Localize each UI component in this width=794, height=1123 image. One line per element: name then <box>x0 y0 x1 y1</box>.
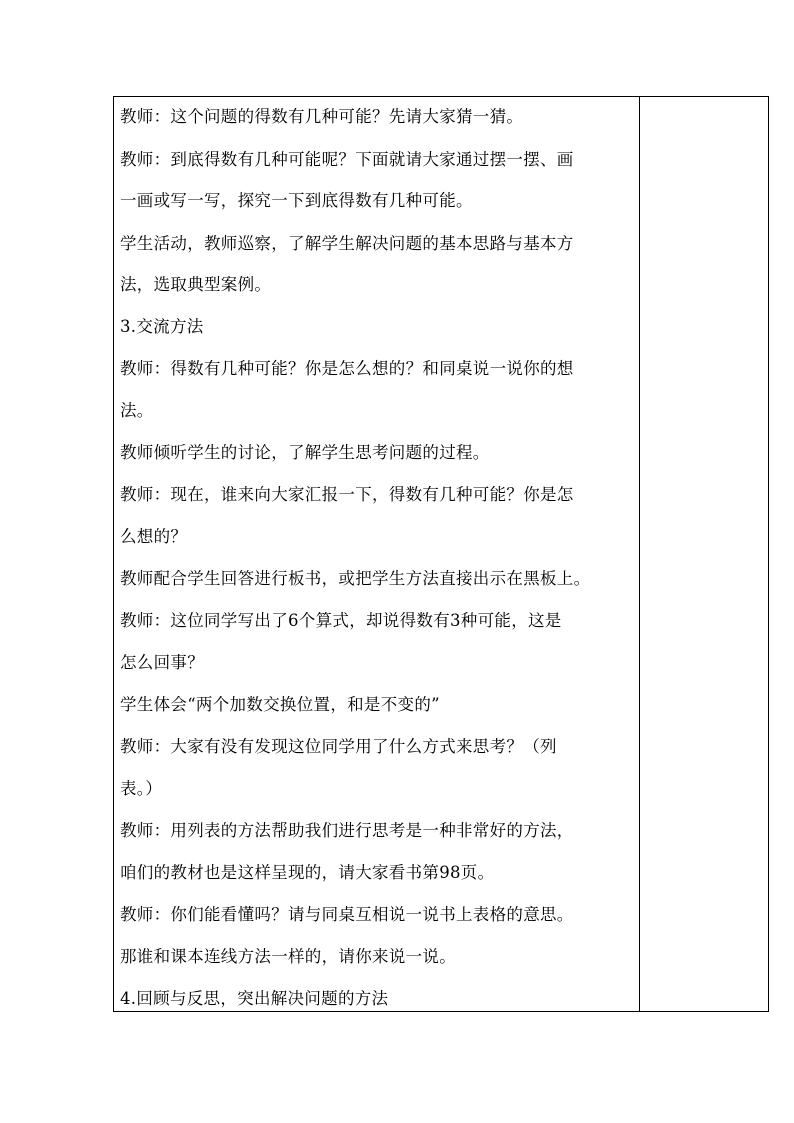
text-line: 教师配合学生回答进行板书，或把学生方法直接出示在黑板上。 <box>120 569 591 588</box>
lesson-content-cell <box>120 97 635 1011</box>
text-line: 教师：这位同学写出了6个算式，却说得数有3种可能，这是 <box>120 611 562 630</box>
section-heading: 3.交流方法 <box>120 317 204 336</box>
lesson-table <box>113 96 769 1012</box>
text-line: 表。） <box>120 779 163 798</box>
text-line: 法。 <box>120 401 154 420</box>
section-heading: 4.回顾与反思，突出解决问题的方法 <box>120 989 389 1008</box>
text-line: 学生活动，教师巡察，了解学生解决问题的基本思路与基本方 <box>120 234 574 253</box>
text-line: 教师：这个问题的得数有几种可能？先请大家猜一猜。 <box>120 107 524 126</box>
text-line: 一画或写一写，探究一下到底得数有几种可能。 <box>120 191 473 210</box>
text-line: 学生体会“两个加数交换位置，和是不变的” <box>120 695 440 714</box>
text-line: 怎么回事？ <box>120 653 204 672</box>
text-line: 教师倾听学生的讨论，了解学生思考问题的过程。 <box>120 443 490 462</box>
text-line: 教师：得数有几种可能？你是怎么想的？和同桌说一说你的想 <box>120 359 574 378</box>
text-line: 教师：大家有没有发现这位同学用了什么方式来思考？（列 <box>120 737 557 756</box>
text-line: 教师：现在，谁来向大家汇报一下，得数有几种可能？你是怎 <box>120 485 574 504</box>
text-line: 么想的？ <box>120 527 188 546</box>
text-line: 咱们的教材也是这样呈现的，请大家看书第98页。 <box>120 863 495 882</box>
notes-cell <box>640 97 768 1011</box>
text-line: 那谁和课本连线方法一样的，请你来说一说。 <box>120 947 456 966</box>
text-line: 教师：用列表的方法帮助我们进行思考是一种非常好的方法， <box>120 821 574 840</box>
text-line: 法，选取典型案例。 <box>120 275 272 294</box>
text-line: 教师：到底得数有几种可能呢？下面就请大家通过摆一摆、画 <box>120 150 574 169</box>
text-line: 教师：你们能看懂吗？请与同桌互相说一说书上表格的意思。 <box>120 905 574 924</box>
